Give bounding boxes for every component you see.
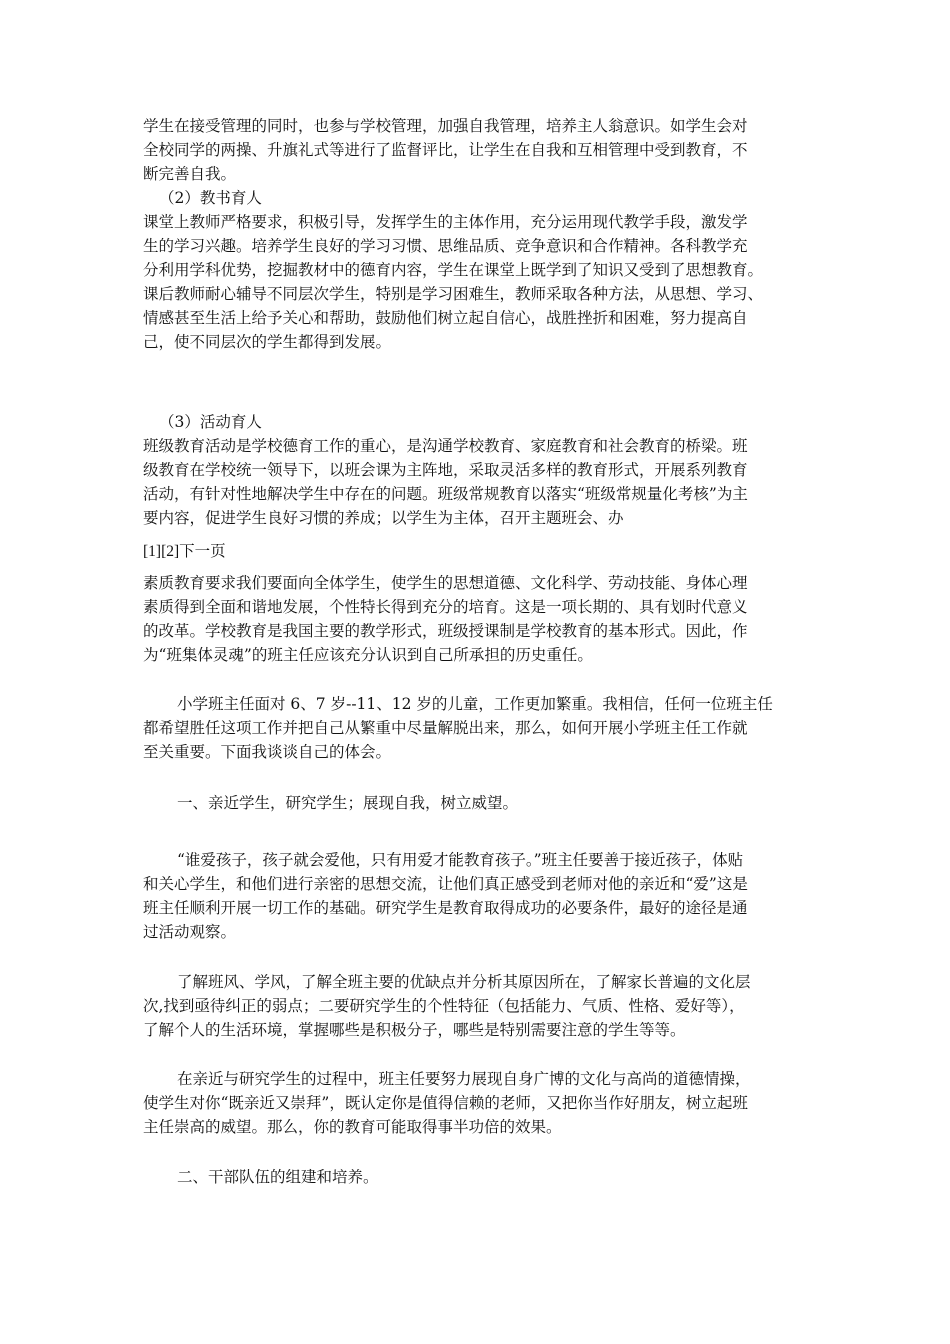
text-line: 素质教育要求我们要面向全体学生，使学生的思想道德、文化科学、劳动技能、身体心理	[143, 574, 748, 592]
text-line: 断完善自我。	[143, 165, 237, 183]
text-line: 班级教育活动是学校德育工作的重心，是沟通学校教育、家庭教育和社会教育的桥梁。班	[143, 437, 748, 455]
intro-paragraph	[143, 114, 815, 186]
section-2-paragraph	[143, 210, 815, 354]
text-line: 学生在接受管理的同时，也参与学校管理，加强自我管理，培养主人翁意识。如学生会对	[143, 117, 748, 135]
text-line: 全校同学的两操、升旗礼式等进行了监督评比，让学生在自我和互相管理中受到教育，不	[143, 141, 748, 159]
text-line: 了解班风、学风，了解全班主要的优缺点并分析其原因所在，了解家长普遍的文化层	[177, 973, 751, 991]
section-3-paragraph	[143, 434, 815, 530]
text-line: 主任崇高的威望。那么，你的教育可能取得事半功倍的效果。	[143, 1118, 562, 1136]
heading-one: 一、亲近学生，研究学生；展现自我，树立威望。	[177, 794, 519, 812]
text-line: 己，使不同层次的学生都得到发展。	[143, 333, 392, 351]
text-line: 在亲近与研究学生的过程中，班主任要努力展现自身广博的文化与高尚的道德情操，	[177, 1070, 751, 1088]
text-line: 为“班集体灵魂”的班主任应该充分认识到自己所承担的历史重任。	[143, 646, 593, 664]
understand-class-paragraph	[143, 970, 815, 1042]
text-line: 至关重要。下面我谈谈自己的体会。	[143, 743, 392, 761]
text-line: 小学班主任面对 6、7 岁--11、12 岁的儿童，工作更加繁重。我相信，任何一位班主任	[177, 695, 773, 713]
text-line: 课堂上教师严格要求，积极引导，发挥学生的主体作用，充分运用现代教学手段，激发学	[143, 213, 748, 231]
text-line: 课后教师耐心辅导不同层次学生，特别是学习困难生，教师采取各种方法，从思想、学习、	[143, 285, 764, 303]
pagination-links[interactable]: [1][2]下一页	[143, 543, 226, 560]
text-line: 班主任顺利开展一切工作的基础。研究学生是教育取得成功的必要条件，最好的途径是通	[143, 899, 748, 917]
text-line: 次,找到亟待纠正的弱点；二要研究学生的个性特征（包括能力、气质、性格、爱好等），	[143, 997, 745, 1015]
text-line: 要内容，促进学生良好习惯的养成；以学生为主体，召开主题班会、办	[143, 509, 624, 527]
text-line: 分利用学科优势，挖掘教材中的德育内容，学生在课堂上既学到了知识又受到了思想教育。	[143, 261, 764, 279]
text-line: 和关心学生，和他们进行亲密的思想交流，让他们真正感受到老师对他的亲近和“爱”这是	[143, 875, 748, 893]
text-line: 生的学习兴趣。培养学生良好的学习习惯、思维品质、竞争意识和合作精神。各科教学充	[143, 237, 748, 255]
section-heading-3: （3）活动育人	[159, 413, 262, 431]
heading-two: 二、干部队伍的组建和培养。	[177, 1168, 379, 1186]
text-line: 活动，有针对性地解决学生中存在的问题。班级常规教育以落实“班级常规量化考核”为主	[143, 485, 748, 503]
process-paragraph	[143, 1067, 815, 1139]
text-line: 级教育在学校统一领导下，以班会课为主阵地，采取灵活多样的教育形式，开展系列教育	[143, 461, 748, 479]
section-heading-2: （2）教书育人	[159, 189, 262, 207]
text-line: 使学生对你“既亲近又崇拜”，既认定你是值得信赖的老师，又把你当作好朋友，树立起班	[143, 1094, 748, 1112]
text-line: 都希望胜任这项工作并把自己从繁重中尽量解脱出来，那么，如何开展小学班主任工作就	[143, 719, 748, 737]
text-line: 了解个人的生活环境，掌握哪些是积极分子，哪些是特别需要注意的学生等等。	[143, 1021, 686, 1039]
quality-education-paragraph	[143, 571, 815, 667]
text-line: 素质得到全面和谐地发展，个性特长得到充分的培育。这是一项长期的、具有划时代意义	[143, 598, 748, 616]
text-line: 过活动观察。	[143, 923, 237, 941]
text-line: “谁爱孩子，孩子就会爱他，只有用爱才能教育孩子。”班主任要善于接近孩子，体贴	[177, 851, 744, 869]
primary-teacher-paragraph	[143, 692, 815, 764]
text-line: 情感甚至生活上给予关心和帮助，鼓励他们树立起自信心，战胜挫折和困难，努力提高自	[143, 309, 748, 327]
love-children-paragraph	[143, 848, 815, 944]
text-line: 的改革。学校教育是我国主要的教学形式，班级授课制是学校教育的基本形式。因此，作	[143, 622, 748, 640]
